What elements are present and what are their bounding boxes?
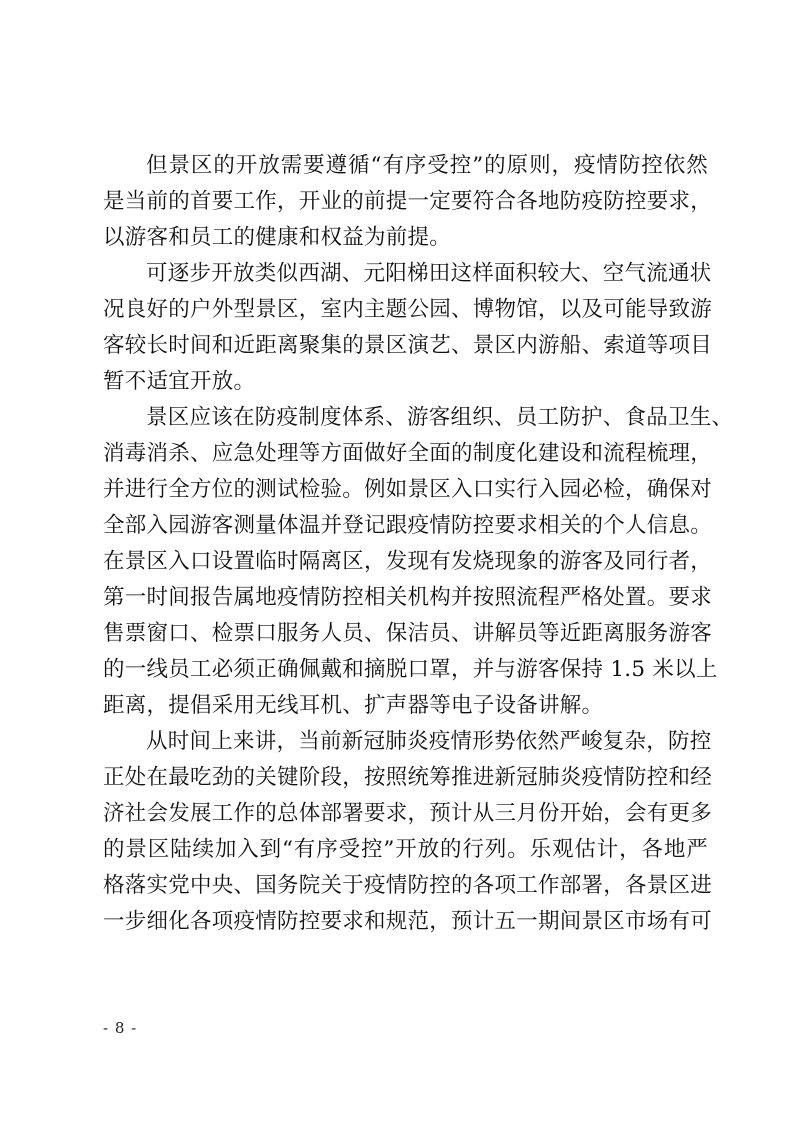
paragraph-line: 在景区入口设置临时隔离区，发现有发烧现象的游客及同行者， [103, 549, 713, 574]
paragraph-line: 格落实党中央、国务院关于疫情防控的各项工作部署，各景区进 [103, 873, 713, 898]
paragraph-line: 从时间上来讲，当前新冠肺炎疫情形势依然严峻复杂，防控 [146, 729, 712, 754]
paragraph-line: 济社会发展工作的总体部署要求，预计从三月份开始，会有更多 [103, 801, 713, 826]
paragraph-line: 一步细化各项疫情防控要求和规范，预计五一期间景区市场有可 [103, 909, 713, 934]
paragraph-line: 以游客和员工的健康和权益为前提。 [103, 225, 452, 250]
paragraph-line: 正处在最吃劲的关键阶段，按照统筹推进新冠肺炎疫情防控和经 [103, 765, 713, 790]
paragraph-line: 客较长时间和近距离聚集的景区演艺、景区内游船、索道等项目 [103, 333, 713, 358]
paragraph-line: 的景区陆续加入到“有序受控”开放的行列。乐观估计，各地严 [103, 837, 708, 862]
paragraph-line: 全部入园游客测量体温并登记跟疫情防控要求相关的个人信息。 [103, 513, 713, 538]
page-number: - 8 - [103, 1019, 138, 1037]
paragraph-line: 但景区的开放需要遵循“有序受控”的原则，疫情防控依然 [146, 153, 708, 178]
paragraph-4 [103, 724, 713, 940]
paragraph-line: 是当前的首要工作，开业的前提一定要符合各地防疫防控要求， [103, 189, 713, 214]
paragraph-1 [103, 148, 713, 256]
paragraph-3 [103, 400, 734, 724]
paragraph-line: 并进行全方位的测试检验。例如景区入口实行入园必检，确保对 [103, 477, 713, 502]
paragraph-line: 况良好的户外型景区，室内主题公园、博物馆，以及可能导致游 [103, 297, 713, 322]
paragraph-line: 的一线员工必须正确佩戴和摘脱口罩，并与游客保持 1.5 米以上 [103, 657, 718, 682]
paragraph-line: 可逐步开放类似西湖、元阳梯田这样面积较大、空气流通状 [146, 261, 712, 286]
paragraph-line: 暂不适宜开放。 [103, 369, 256, 394]
document-body [103, 148, 734, 940]
paragraph-line: 距离，提倡采用无线耳机、扩声器等电子设备讲解。 [103, 693, 604, 718]
paragraph-line: 景区应该在防疫制度体系、游客组织、员工防护、食品卫生、 [146, 405, 734, 430]
paragraph-line: 消毒消杀、应急处理等方面做好全面的制度化建设和流程梳理， [103, 441, 713, 466]
paragraph-line: 售票窗口、检票口服务人员、保洁员、讲解员等近距离服务游客 [103, 621, 713, 646]
paragraph-2 [103, 256, 713, 400]
paragraph-line: 第一时间报告属地疫情防控相关机构并按照流程严格处置。要求 [103, 585, 713, 610]
